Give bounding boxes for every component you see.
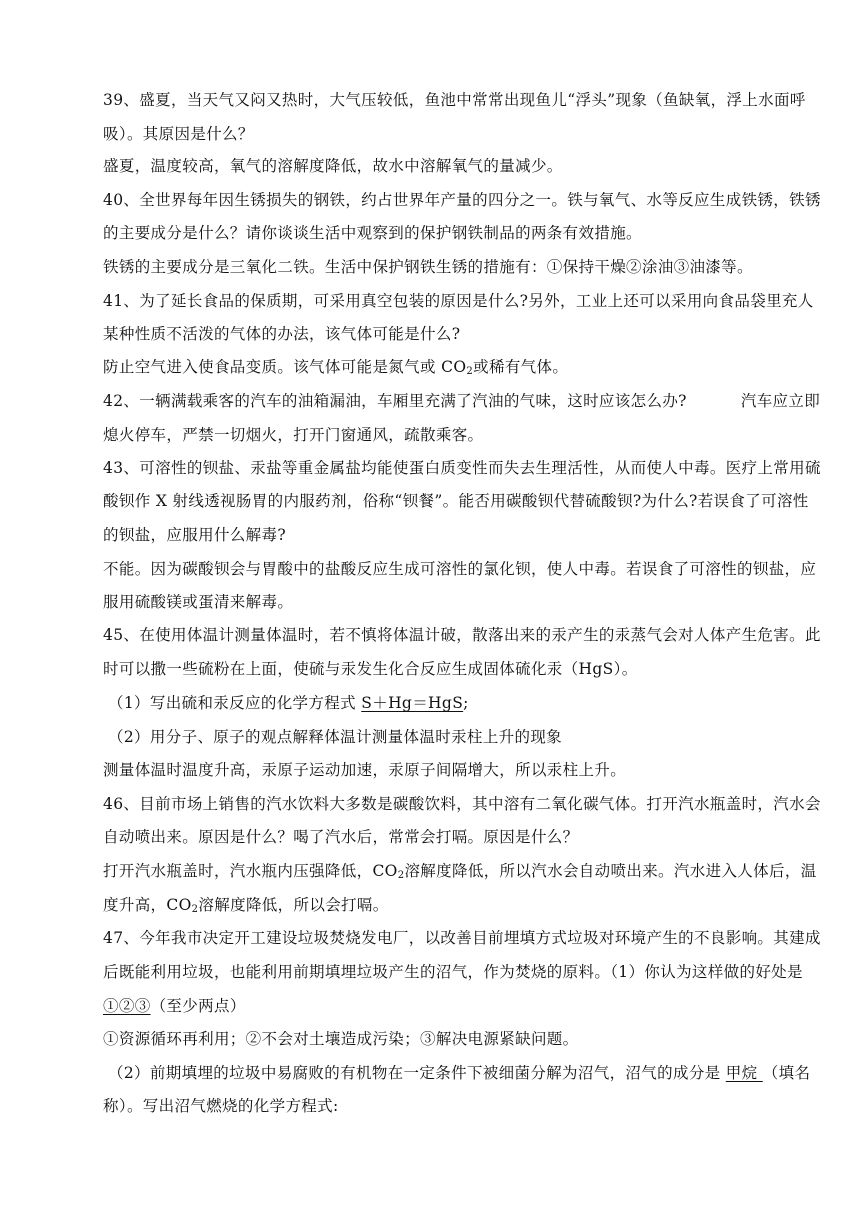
q41-question-line1: 41、为了延长食品的保质期，可采用真空包装的原因是什么?另外，工业上还可以采用向食品袋里充人 <box>103 292 814 310</box>
q47-sub1-note: （至少两点） <box>150 997 246 1015</box>
q39-question-line1: 39、盛夏，当天气又闷又热时，大气压较低，鱼池中常常出现鱼儿“浮头”现象（鱼缺氧，浮上水面呼 <box>103 91 806 109</box>
q46-answer-line1 <box>103 861 817 881</box>
q46-answer-line2 <box>103 895 389 915</box>
q46-question-line2: 自动喷出来。原因是什么？喝了汽水后，常常会打嗝。原因是什么？ <box>103 828 579 846</box>
q43-answer-line1: 不能。因为碳酸钡会与胃酸中的盐酸反应生成可溶性的氯化钡，使人中毒。若误食了可溶性的钡盐，应 <box>103 560 817 578</box>
q39-question-line2: 吸）。其原因是什么？ <box>103 125 254 143</box>
q45-sub2-question: （2）用分子、原子的观点解释体温计测量体温时汞柱上升的现象 <box>108 728 563 746</box>
q45-sub1-prompt: （1）写出硫和汞反应的化学方程式 <box>108 694 362 712</box>
q41-answer-text: 防止空气进入使食品变质。该气体可能是氮气或 CO <box>103 358 467 376</box>
q42-answer-start: 汽车应立即 <box>740 392 821 410</box>
q47-sub2-line2: 称）。写出沼气燃烧的化学方程式: <box>103 1097 339 1115</box>
q46-answer1-text-end: 溶解度降低，所以汽水会自动喷出来。汽水进入人体后，温 <box>404 862 817 880</box>
q41-answer-text-end: 或稀有气体。 <box>473 358 569 376</box>
q43-question-line3: 的钡盐，应服用什么解毒? <box>103 526 287 544</box>
q46-question-line1: 46、目前市场上销售的汽水饮料大多数是碳酸饮料，其中溶有二氧化碳气体。打开汽水瓶盖时，汽水会 <box>103 795 821 813</box>
q43-question-line1: 43、可溶性的钡盐、汞盐等重金属盐均能使蛋白质变性而失去生理活性，从而使人中毒。医疗上常用硫 <box>103 459 821 477</box>
q46-answer2-subscript: 2 <box>191 904 199 915</box>
q46-answer2-text-end: 溶解度降低，所以会打嗝。 <box>198 896 389 914</box>
q45-sub2-answer: 测量体温时温度升高，汞原子运动加速，汞原子间隔增大，所以汞柱上升。 <box>103 761 627 779</box>
q47-sub1-blank-answer: ①②③ <box>103 997 151 1015</box>
q39-answer: 盛夏，温度较高，氧气的溶解度降低，故水中溶解氧气的量减少。 <box>103 157 563 175</box>
q47-sub2-suffix: （填名 <box>762 1064 811 1082</box>
q43-question-line2: 酸钡作 X 射线透视肠胃的内服药剂，俗称“钡餐”。能否用碳酸钡代替硫酸钡?为什么?若误食了可溶性 <box>103 492 809 510</box>
q45-question-line1: 45、在使用体温计测量体温时，若不慎将体温计破，散落出来的汞产生的汞蒸气会对人体产生危害。此 <box>103 626 821 644</box>
q47-sub2-prompt: （2）前期填埋的垃圾中易腐败的有机物在一定条件下被细菌分解为沼气，沼气的成分是 <box>108 1064 726 1082</box>
q47-question-line2: 后既能利用垃圾，也能利用前期填埋垃圾产生的沼气，作为焚烧的原料。（1）你认为这样做的好处是 <box>103 963 803 981</box>
q47-sub1-answer: ①资源循环再利用；②不会对土壤造成污染；③解决电源紧缺问题。 <box>103 1030 579 1048</box>
q42-question-text: 42、一辆满载乘客的汽车的油箱漏油，车厢里充满了汽油的气味，这时应该怎么办? <box>103 392 687 410</box>
q45-sub1-answer: S＋Hg＝HgS <box>361 694 464 712</box>
q40-question-line2: 的主要成分是什么？请你谈谈生活中观察到的保护钢铁制品的两条有效措施。 <box>103 224 642 242</box>
q46-answer2-text: 度升高，CO <box>103 896 192 914</box>
q42-answer-line2: 熄火停车，严禁一切烟火，打开门窗通风，疏散乘客。 <box>103 426 484 444</box>
q47-sub2-blank-answer: 甲烷 <box>725 1064 763 1082</box>
q41-answer-subscript: 2 <box>466 366 474 377</box>
q45-question-line2: 时可以撒一些硫粉在上面，使硫与汞发生化合反应生成固体硫化汞（HgS）。 <box>103 660 638 678</box>
q45-sub1-suffix: ; <box>463 694 469 712</box>
q46-answer1-subscript: 2 <box>397 870 405 881</box>
q47-sub2-line1 <box>108 1063 810 1083</box>
q42-question-line1 <box>103 391 820 411</box>
q45-sub1 <box>108 693 469 713</box>
q41-question-line2: 某种性质不活泼的气体的办法，该气体可能是什么? <box>103 325 461 343</box>
q40-answer: 铁锈的主要成分是三氧化二铁。生活中保护钢铁生锈的措施有：①保持干燥②涂油③油漆等。 <box>103 258 753 276</box>
q41-answer <box>103 357 568 377</box>
q47-question-line1: 47、今年我市决定开工建设垃圾焚烧发电厂，以改善目前埋填方式垃圾对环境产生的不良影响。其建成 <box>103 929 821 947</box>
q43-answer-line2: 服用硫酸镁或蛋清来解毒。 <box>103 593 294 611</box>
q46-answer1-text: 打开汽水瓶盖时，汽水瓶内压强降低，CO <box>103 862 398 880</box>
q47-sub1-blank-line <box>103 996 246 1016</box>
q40-question-line1: 40、全世界每年因生锈损失的钢铁，约占世界年产量的四分之一。铁与氧气、水等反应生成铁锈，铁锈 <box>103 191 821 209</box>
